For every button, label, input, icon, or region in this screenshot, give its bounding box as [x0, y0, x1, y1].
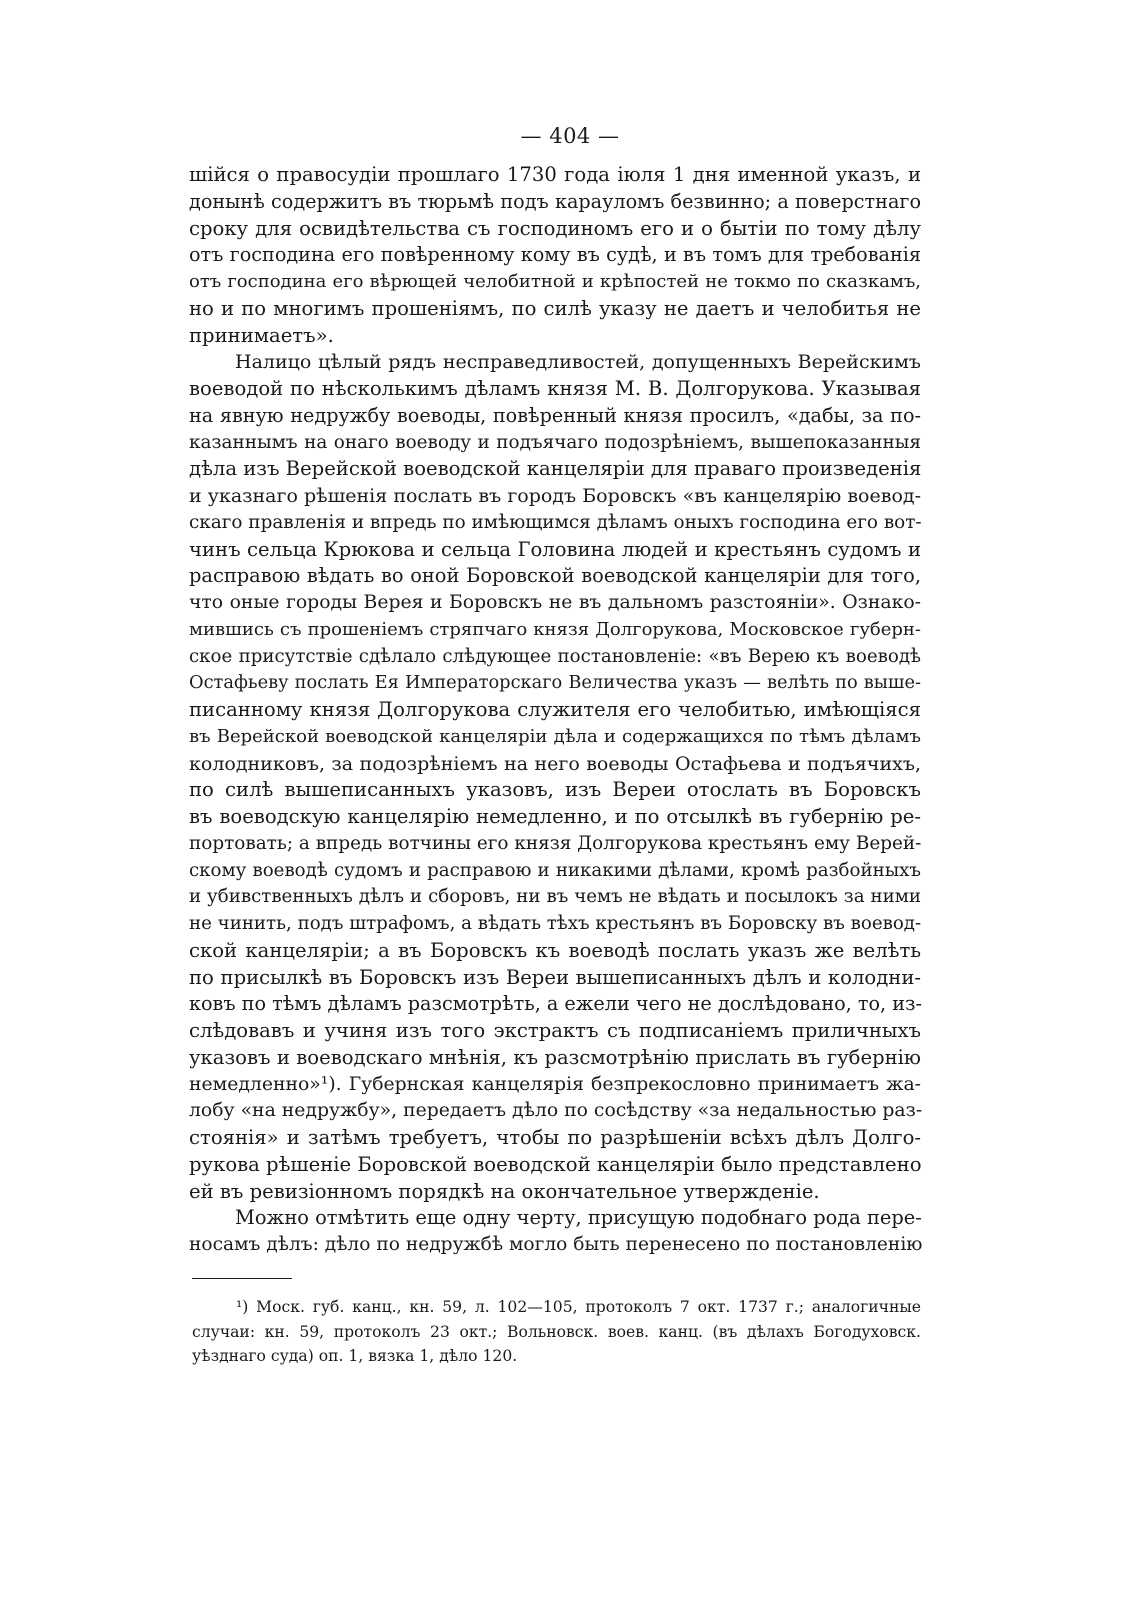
text-line: расправою вѣдать во оной Боровской воеводской канцеляріи для того,: [189, 564, 921, 588]
text-line: ей въ ревизіонномъ порядкѣ на окончательное утвержденіе.: [189, 1179, 820, 1203]
footnote-divider: [192, 1278, 292, 1279]
text-line: ское присутствіе сдѣлало слѣдующее постановленіе: «въ Верею къ воеводѣ: [189, 645, 921, 667]
text-line: Можно отмѣтить еще одну черту, присущую подобнаго рода пере-: [235, 1206, 922, 1230]
text-line: немедленно»¹). Губернская канцелярія безпрекословно принимаетъ жа-: [189, 1073, 921, 1095]
text-line: въ воеводскую канцелярію немедленно, и по отсылкѣ въ губернію ре-: [189, 805, 921, 828]
footnote: [192, 1295, 921, 1369]
text-line: казаннымъ на онаго воеводу и подъячаго подозрѣніемъ, вышепоказанныя: [189, 431, 921, 453]
text-line: на явную недружбу воеводы, повѣренный князя просилъ, «дабы, за по-: [189, 403, 921, 427]
footnote-line: уѣзднаго суда) оп. 1, вязка 1, дѣло 120.: [192, 1347, 518, 1365]
text-line: чинъ сельца Крюкова и сельца Головина людей и крестьянъ судомъ и: [189, 537, 921, 561]
text-line: мившись съ прошеніемъ стряпчаго князя Долгорукова, Московское губерн-: [189, 618, 921, 640]
text-line: но и по многимъ прошеніямъ, по силѣ указу не даетъ и челобитья не: [189, 296, 921, 320]
text-line: рукова рѣшеніе Боровской воеводской канцеляріи было представлено: [189, 1152, 922, 1176]
text-line: ковъ по тѣмъ дѣламъ разсмотрѣть, а ежели чего не дослѣдовано, то, из-: [189, 992, 922, 1016]
text-line: сроку для освидѣтельства съ господиномъ его и о бытіи по тому дѣлу: [189, 216, 921, 240]
body-text: [189, 162, 921, 1259]
paragraph-1: [189, 162, 921, 349]
text-line: не чинить, подъ штрафомъ, а вѣдать тѣхъ крестьянъ въ Боровску въ воевод-: [189, 913, 922, 934]
text-line: по силѣ вышеписанныхъ указовъ, изъ Вереи отослать въ Боровскъ: [189, 778, 921, 802]
text-line: портовать; а впредь вотчины его князя Долгорукова крестьянъ ему Верей-: [189, 832, 922, 854]
text-line: Налицо цѣлый рядъ несправедливостей, допущенныхъ Верейскимъ: [235, 351, 921, 374]
text-line: въ Верейской воеводской канцеляріи дѣла и содержащихся по тѣмъ дѣламъ: [189, 725, 921, 747]
text-line: отъ господина его вѣрющей челобитной и крѣпостей не токмо по сказкамъ,: [189, 271, 921, 292]
text-line: что оные городы Верея и Боровскъ не въ дальномъ разстояніи». Ознако-: [189, 592, 921, 613]
text-line: слѣдовавъ и учиня изъ того экстрактъ съ подписаніемъ приличныхъ: [189, 1019, 921, 1042]
text-line: скаго правленія и впредь по имѣющимся дѣламъ оныхъ господина его вот-: [189, 511, 922, 533]
text-line: по присылкѣ въ Боровскъ изъ Вереи вышеписанныхъ дѣлъ и колодни-: [189, 965, 921, 989]
text-line: ской канцеляріи; а въ Боровскъ къ воеводѣ послать указъ же велѣть: [189, 938, 921, 962]
text-line: указовъ и воеводскаго мнѣнія, къ разсмотрѣнію прислать въ губернію: [189, 1045, 921, 1069]
text-line: носамъ дѣлъ: дѣло по недружбѣ могло быть перенесено по постановленію: [189, 1234, 923, 1255]
footnote-line: случаи: кн. 59, протоколъ 23 окт.; Вольновск. воев. канц. (въ дѣлахъ Богодуховск.: [192, 1322, 921, 1341]
text-line: принимаетъ».: [189, 323, 334, 347]
text-line: скому воеводѣ судомъ и расправою и никакими дѣлами, кромѣ разбойныхъ: [189, 859, 921, 881]
paragraph-3: [189, 1205, 921, 1259]
text-line: лобу «на недружбу», передаетъ дѣло по сосѣдству «за недальностью раз-: [189, 1100, 923, 1122]
footnote-line: ¹) Моск. губ. канц., кн. 59, л. 102—105, протоколъ 7 окт. 1737 г.; аналогичные: [236, 1298, 921, 1316]
page-number: — 404 —: [520, 124, 620, 148]
text-line: писанному князя Долгорукова служителя его челобитью, имѣющіяся: [189, 698, 921, 721]
text-line: и убивственныхъ дѣлъ и сборовъ, ни въ чемъ не вѣдать и посылокъ за ними: [189, 886, 921, 908]
text-line: и указнаго рѣшенія послать въ городъ Боровскъ «въ канцелярію воевод-: [189, 485, 921, 507]
text-line: отъ господина его повѣренному кому въ судѣ, и въ томъ для требованія: [189, 243, 921, 267]
text-line: воеводой по нѣсколькимъ дѣламъ князя М. В. Долгорукова. Указывая: [189, 377, 921, 400]
text-line: стоянія» и затѣмъ требуетъ, чтобы по разрѣшеніи всѣхъ дѣлъ Долго-: [189, 1126, 921, 1149]
text-line: шійся о правосудіи прошлаго 1730 года іюля 1 дня именной указъ, и: [189, 163, 921, 186]
text-line: дѣла изъ Верейской воеводской канцеляріи для праваго произведенія: [189, 457, 922, 481]
text-line: Остафьеву послать Ея Императорскаго Величества указъ — велѣть по выше-: [189, 672, 921, 694]
paragraph-2: [189, 349, 921, 1205]
text-line: донынѣ содержитъ въ тюрьмѣ подъ карауломъ безвинно; а поверстнаго: [189, 189, 921, 213]
text-line: колодниковъ, за подозрѣніемъ на него воеводы Остафьева и подъячихъ,: [189, 752, 921, 775]
